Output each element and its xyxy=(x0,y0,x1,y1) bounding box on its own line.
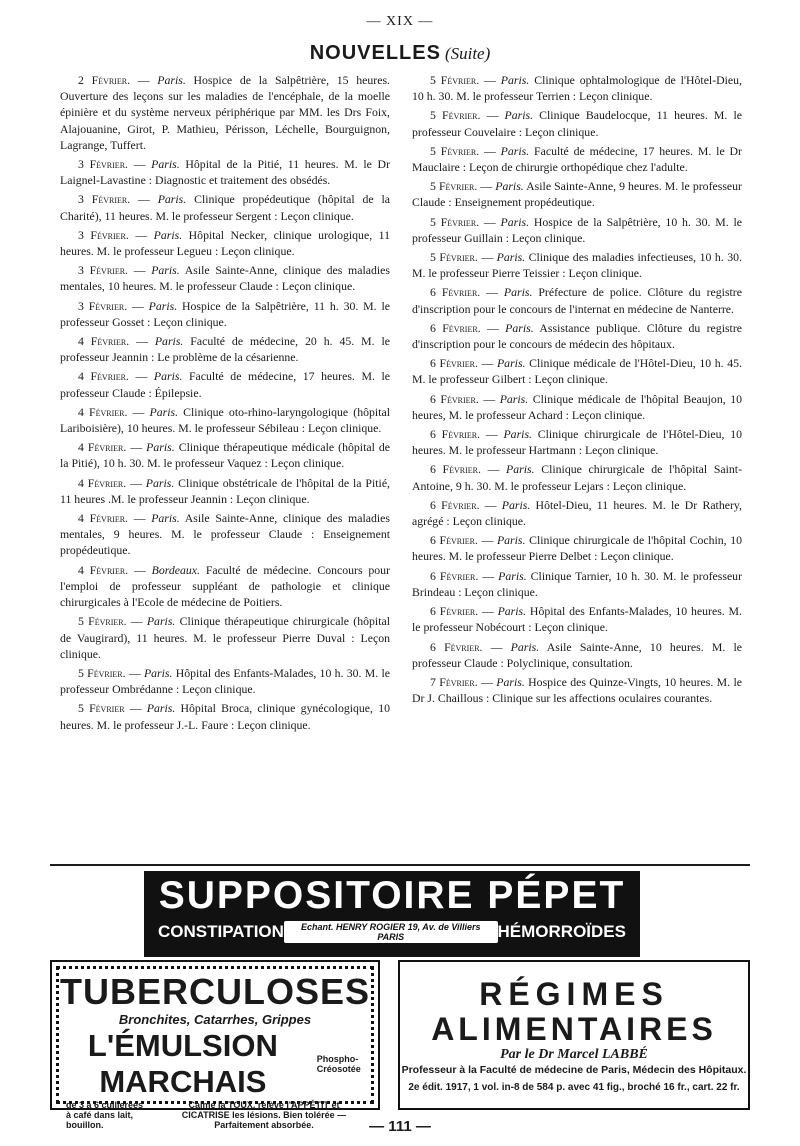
entry-date: 2 Février. xyxy=(78,73,131,87)
news-entry: 6 Février. — Paris. Clinique Tarnier, 10 h. 30. M. le professeur Brindeau : Leçon clinique. xyxy=(412,568,743,599)
news-entry: 4 Février. — Paris. Clinique obstétricale de l'hôpital de la Pitié, 11 heures .M. le professeur Jeannin : Leçon clinique. xyxy=(60,475,391,506)
entry-city: Paris. xyxy=(497,604,527,619)
entry-date: 4 Février. xyxy=(78,562,129,577)
entry-date: 3 Février. xyxy=(78,227,129,242)
entry-date: 5 Février. xyxy=(78,614,127,629)
news-entry: 6 Février. — Paris. Clinique médicale de l'Hôtel-Dieu, 10 h. 45. M. le professeur Gilbert : Leçon clinique. xyxy=(412,356,742,387)
entry-date: 6 Février. xyxy=(430,285,481,300)
ad-reg-line2: ALIMENTAIRES xyxy=(431,1011,717,1047)
entry-text: Hospice de la Salpêtrière, 11 h. 30. M. le professeur Gosset : Leçon clinique. xyxy=(60,298,390,329)
entry-date: 5 Février. xyxy=(430,250,478,265)
news-entry: 5 Février. — Paris. Hospice de la Salpêtrière, 10 h. 30. M. le professeur Guillain : Leçon clinique. xyxy=(412,214,742,245)
entry-date: 6 Février. xyxy=(430,427,481,442)
entry-city: Paris. xyxy=(500,143,530,158)
entry-date: 5 Février. xyxy=(430,73,480,87)
entry-city: Paris. xyxy=(500,214,530,229)
ad-tb-line3-wrap xyxy=(52,1028,378,1100)
entry-date: 7 Février. xyxy=(430,674,478,689)
ad-pepet-title: SUPPOSITOIRE PÉPET xyxy=(158,874,626,917)
ad-pepet-middle: Echant. HENRY ROGIER 19, Av. de Villiers PARIS xyxy=(284,921,498,943)
news-entry: 6 Février. — Paris. Clinique chirurgicale de l'hôpital Cochin, 10 heures. M. le professeur Pierre Delbet : Leçon clinique. xyxy=(412,533,743,564)
entry-date: 3 Février. xyxy=(78,157,128,172)
news-entry: 6 Février. — Paris. Asile Sainte-Anne, 10 heures. M. le professeur Claude : Polyclinique, consultation. xyxy=(412,639,742,670)
news-entry: 3 Février. — Paris. Hôpital de la Pitié, 11 heures. M. le Dr Laignel-Lavastine : Diagnostic et traitement des obsédés. xyxy=(60,157,391,188)
entry-date: 4 Février. xyxy=(78,369,129,384)
entry-text: Faculté de médecine. Concours pour l'emploi de professeur suppléant de pathologie et clinique chirurgicales à l'Ecole de médecine de Poitiers. xyxy=(60,562,391,610)
entry-date: 5 Février. xyxy=(78,665,126,680)
ad-tb-bottom-left: de 3 à 6 cuillerées à café dans lait, bouillon. xyxy=(66,1100,144,1130)
news-entry: 4 Février. — Paris. Clinique oto-rhino-laryngologique (hôpital Lariboisière), 10 heures. M. le professeur Sébileau : Leçon clinique. xyxy=(60,404,390,436)
entry-city: Paris. xyxy=(500,73,530,87)
ad-reg-line5: 2e édit. 1917, 1 vol. in-8 de 584 p. avec 41 fig., broché 16 fr., cart. 22 fr. xyxy=(408,1082,740,1093)
entry-date: 5 Février. xyxy=(430,214,480,229)
news-entry: 6 Février. — Paris. Assistance publique. Clôture du registre d'inscription pour le concours de médecin des hôpitaux. xyxy=(412,320,742,352)
entry-date: 3 Février. xyxy=(78,263,128,278)
entry-city: Paris. xyxy=(151,511,180,526)
news-entry: 5 Février. — Paris. Clinique thérapeutique chirurgicale (hôpital de Vaugirard), 11 heures. M. le professeur Pierre Duval : Leçon clinique. xyxy=(60,614,390,661)
news-entry: 7 Février. — Paris. Hospice des Quinze-Vingts, 10 heures. M. le Dr J. Chaillous : Clinique sur les affections oculaires courantes. xyxy=(412,674,743,706)
ad-reg-line3: Par le Dr Marcel LABBÉ xyxy=(500,1047,648,1062)
news-entry: 4 Février. — Paris. Faculté de médecine, 17 heures. M. le professeur Claude : Épilepsie. xyxy=(60,369,391,400)
entry-date: 6 Février. xyxy=(430,320,481,335)
entry-text: Clinique ophtalmologique de l'Hôtel-Dieu, 10 h. 30. M. le professeur Terrien : Leçon clinique. xyxy=(412,73,743,104)
entry-date: 4 Février. xyxy=(78,511,128,526)
entry-city: Paris. xyxy=(501,497,531,512)
news-entry: 3 Février. — Paris. Clinique propédeutique (hôpital de la Charité), 11 heures. M. le professeur Sergent : Leçon clinique. xyxy=(60,192,391,223)
entry-date: 6 Février. xyxy=(430,604,479,619)
heading-suite: (Suite) xyxy=(444,44,491,63)
news-entry: 6 Février. — Paris. Clinique médicale de l'hôpital Beaujon, 10 heures, M. le professeur Achard : Leçon clinique. xyxy=(412,391,742,422)
entry-date: 6 Février. xyxy=(430,462,481,477)
news-entry: 5 Février. — Paris. Clinique ophtalmologique de l'Hôtel-Dieu, 10 h. 30. M. le professeur Terrien : Leçon clinique. xyxy=(412,73,743,104)
entry-text: Hôpital de la Pitié, 11 heures. M. le Dr Laignel-Lavastine : Diagnostic et traitement des obsédés. xyxy=(60,157,391,188)
entry-date: 5 Février. xyxy=(430,108,481,123)
news-entry: 2 Février. — Paris. Hospice de la Salpêtrière, 15 heures. Ouverture des leçons sur les maladies de l'encéphale, de la moelle épinière et du système nerveux périphérique par MM. les Drs Foix, Alajouanine, Girot, P. Mathieu, Périsson, Léchelle, Bourguignon, Lagrange, Tuffert. xyxy=(60,73,390,152)
entry-text: Asile Sainte-Anne, clinique des maladies mentales, 10 heures. M. le professeur Claude : Leçon clinique. xyxy=(60,263,390,294)
entry-city: Paris. xyxy=(154,334,184,349)
news-entry: 4 Février. — Bordeaux. Faculté de médecine. Concours pour l'emploi de professeur suppléant de pathologie et clinique chirurgicales à l'Ecole de médecine de Poitiers. xyxy=(60,562,391,610)
entry-city: Paris. xyxy=(153,227,183,242)
ad-reg-line4: Professeur à la Faculté de médecine de Paris, Médecin des Hôpitaux. xyxy=(401,1064,747,1076)
entry-date: 5 Février xyxy=(78,701,125,716)
entry-date: 3 Février. xyxy=(78,298,128,313)
news-entry: 4 Février. — Paris. Faculté de médecine, 20 h. 45. M. le professeur Jeannin : Le problème de la césarienne. xyxy=(60,334,391,365)
news-entry: 6 Février. — Paris. Clinique chirurgicale de l'Hôtel-Dieu, 10 heures. M. le professeur Hartmann : Leçon clinique. xyxy=(412,427,743,458)
entry-date: 6 Février. xyxy=(430,356,478,371)
ad-tb-line2: Bronchites, Catarrhes, Grippes xyxy=(118,1012,312,1027)
entry-text: Hôpital Necker, clinique urologique, 11 heures. M. le professeur Legueu : Leçon clinique. xyxy=(60,227,391,259)
ad-pepet-right: HÉMORROÏDES xyxy=(497,922,626,941)
entry-text: Faculté de médecine, 20 h. 45. M. le professeur Jeannin : Le problème de la césarienne. xyxy=(60,334,391,365)
news-entry: 4 Février. — Paris. Clinique thérapeutique médicale (hôpital de la Pitié), 10 h. 30. M. le professeur Vaquez : Leçon clinique. xyxy=(60,440,391,471)
entry-city: Paris. xyxy=(496,250,526,265)
entry-date: 5 Février. xyxy=(430,143,480,158)
entry-city: Paris. xyxy=(495,179,524,194)
entry-city: Paris. xyxy=(153,369,183,384)
entry-text: Clinique Baudelocque, 11 heures. M. le professeur Couvelaire : Leçon clinique. xyxy=(412,108,743,139)
entry-city: Paris. xyxy=(506,462,535,477)
entry-text: Hôpital Broca, clinique gynécologique, 10 heures. M. le professeur J.-L. Faure : Leçon clinique. xyxy=(60,701,390,732)
separator-rule xyxy=(50,864,750,866)
entry-text: Faculté de médecine, 17 heures. M. le Dr Mauclaire : Leçon de chirurgie orthopédique chez l'adulte. xyxy=(412,143,742,175)
entry-text: Clinique médicale de l'Hôtel-Dieu, 10 h. 45. M. le professeur Gilbert : Leçon clinique. xyxy=(412,356,742,387)
entry-city: Paris. xyxy=(157,73,186,87)
entry-city: Paris. xyxy=(146,614,176,629)
news-entry: 6 Février. — Paris. Hôpital des Enfants-Malades, 10 heures. M. le professeur Nobécourt : Leçon clinique. xyxy=(412,604,742,635)
ad-tuberculoses xyxy=(50,960,380,1130)
entry-text: Préfecture de police. Clôture du registre d'inscription pour le concours de l'internat en médecine de Nanterre. xyxy=(412,285,742,316)
entry-city: Paris. xyxy=(143,665,173,680)
entry-text: Asile Sainte-Anne, 10 heures. M. le professeur Claude : Polyclinique, consultation. xyxy=(412,639,742,670)
entry-city: Paris. xyxy=(146,440,175,455)
news-entry: 5 Février. — Paris. Faculté de médecine, 17 heures. M. le Dr Mauclaire : Leçon de chirurgie orthopédique chez l'adulte. xyxy=(412,143,742,175)
section-heading xyxy=(0,42,800,65)
entry-text: Clinique Tarnier, 10 h. 30. M. le professeur Brindeau : Leçon clinique. xyxy=(412,568,743,599)
ad-tb-line1: TUBERCULOSES xyxy=(59,971,371,1012)
page-label-top: — XIX — xyxy=(366,14,434,29)
entry-city: Paris. xyxy=(503,427,532,442)
entry-city: Paris. xyxy=(496,356,526,371)
entry-text: Hôpital des Enfants-Malades, 10 h. 30. M. le professeur Ombrédanne : Leçon clinique. xyxy=(60,665,390,697)
entry-text: Assistance publique. Clôture du registre d'inscription pour le concours de médecin des hôpitaux. xyxy=(412,320,742,352)
entry-text: Clinique obstétricale de l'hôpital de la Pitié, 11 heures .M. le professeur Jeannin : Leçon clinique. xyxy=(60,475,391,506)
entry-text: Clinique propédeutique (hôpital de la Charité), 11 heures. M. le professeur Sergent : Leçon clinique. xyxy=(60,192,391,223)
entry-text: Clinique chirurgicale de l'Hôtel-Dieu, 10 heures. M. le professeur Hartmann : Leçon clinique. xyxy=(412,427,743,458)
left-column xyxy=(60,72,390,736)
entry-text: Clinique thérapeutique chirurgicale (hôpital de Vaugirard), 11 heures. M. le professeur Pierre Duval : Leçon clinique. xyxy=(60,614,390,661)
entry-date: 3 Février. xyxy=(78,192,131,207)
news-entry: 5 Février — Paris. Hôpital Broca, clinique gynécologique, 10 heures. M. le professeur J.-L. Faure : Leçon clinique. xyxy=(60,701,390,732)
entry-date: 4 Février. xyxy=(78,404,128,419)
entry-text: Clinique chirurgicale de l'hôpital Saint-Antoine, 9 h. 30. M. le professeur Lejars : Leçon clinique. xyxy=(412,462,743,493)
entry-text: Hospice de la Salpêtrière, 15 heures. Ouverture des leçons sur les maladies de l'encéphale, de la moelle épinière et du système nerveux périphérique par MM. les Drs Foix, Alajouanine, Girot, P. Mathieu, Périsson, Léchelle, Bourguignon, Lagrange, Tuffert. xyxy=(60,73,390,152)
entry-date: 6 Février. xyxy=(430,568,479,583)
ad-tb-line3-side: Phospho-Créosotée xyxy=(316,1054,361,1074)
entry-text: Clinique médicale de l'hôpital Beaujon, 10 heures, M. le professeur Achard : Leçon clinique. xyxy=(412,391,742,422)
entry-city: Paris. xyxy=(496,533,526,548)
news-entry: 3 Février. — Paris. Asile Sainte-Anne, clinique des maladies mentales, 10 heures. M. le professeur Claude : Leçon clinique. xyxy=(60,263,390,294)
entry-date: 6 Février. xyxy=(430,391,479,406)
entry-text: Hospice des Quinze-Vingts, 10 heures. M. le Dr J. Chaillous : Clinique sur les affections oculaires courantes. xyxy=(412,674,743,706)
entry-city: Paris. xyxy=(499,391,529,406)
entry-city: Paris. xyxy=(504,108,534,123)
entry-date: 6 Février. xyxy=(430,639,483,654)
news-entry: 6 Février. — Paris. Hôtel-Dieu, 11 heures. M. le Dr Rathery, agrégé : Leçon clinique. xyxy=(412,497,742,529)
entry-text: Asile Sainte-Anne, 9 heures. M. le professeur Claude : Enseignement propédeutique. xyxy=(412,179,742,210)
entry-text: Hospice de la Salpêtrière, 10 h. 30. M. le professeur Guillain : Leçon clinique. xyxy=(412,214,742,245)
entry-text: Hôpital des Enfants-Malades, 10 heures. M. le professeur Nobécourt : Leçon clinique. xyxy=(412,604,742,635)
ad-tb-bottom-middle: Calme la TOUX, relève l'APPÉTIT et CICATRISE les lésions. Bien tolérée — Parfaitement absorbée. xyxy=(181,1100,347,1130)
ad-pepet-left: CONSTIPATION xyxy=(158,922,284,941)
entry-text: Clinique des maladies infectieuses, 10 h. 30. M. le professeur Pierre Teissier : Leçon clinique. xyxy=(412,250,742,281)
entry-city: Paris. xyxy=(498,568,527,583)
entry-text: Hôtel-Dieu, 11 heures. M. le Dr Rathery, agrégé : Leçon clinique. xyxy=(412,497,742,529)
news-entry: 5 Février. — Paris. Clinique des maladies infectieuses, 10 h. 30. M. le professeur Pierre Teissier : Leçon clinique. xyxy=(412,250,742,281)
entry-date: 4 Février. xyxy=(78,334,130,349)
entry-text: Clinique thérapeutique médicale (hôpital de la Pitié), 10 h. 30. M. le professeur Vaquez : Leçon clinique. xyxy=(60,440,391,471)
ad-reg-line1: RÉGIMES xyxy=(479,976,669,1012)
entry-text: Clinique oto-rhino-laryngologique (hôpital Lariboisière), 10 heures. M. le professeur Sébileau : Leçon clinique. xyxy=(60,404,390,436)
news-entry: 4 Février. — Paris. Asile Sainte-Anne, clinique des maladies mentales, 9 heures. M. le professeur Claude : Enseignement propédeutique. xyxy=(60,511,390,558)
entry-city: Paris. xyxy=(503,285,533,300)
entry-text: Faculté de médecine, 17 heures. M. le professeur Claude : Épilepsie. xyxy=(60,369,391,400)
entry-city: Bordeaux. xyxy=(151,562,200,577)
entry-city: Paris. xyxy=(510,639,540,654)
entry-date: 6 Février. xyxy=(430,533,478,548)
right-column xyxy=(412,72,742,709)
entry-city: Paris. xyxy=(148,298,178,313)
ad-regimes-alimentaires xyxy=(398,960,750,1110)
news-entry: 5 Février. — Paris. Hôpital des Enfants-Malades, 10 h. 30. M. le professeur Ombrédanne : Leçon clinique. xyxy=(60,665,390,697)
entry-city: Paris. xyxy=(151,263,180,278)
news-entry: 6 Février. — Paris. Préfecture de police. Clôture du registre d'inscription pour le concours de l'internat en médecine de Nanterre. xyxy=(412,285,742,316)
news-entry: 3 Février. — Paris. Hospice de la Salpêtrière, 11 h. 30. M. le professeur Gosset : Leçon clinique. xyxy=(60,298,390,329)
ad-tb-line3: L'ÉMULSION MARCHAIS xyxy=(87,1028,278,1099)
entry-date: 4 Février. xyxy=(78,475,127,490)
entry-date: 4 Février. xyxy=(78,440,127,455)
entry-city: Paris. xyxy=(149,404,179,419)
entry-city: Paris. xyxy=(151,157,180,172)
heading-title: NOUVELLES xyxy=(309,42,441,64)
entry-city: Paris. xyxy=(146,701,176,716)
entry-text: Clinique chirurgicale de l'hôpital Cochin, 10 heures. M. le professeur Pierre Delbet : Leçon clinique. xyxy=(412,533,743,564)
entry-city: Paris. xyxy=(496,674,525,689)
entry-city: Paris. xyxy=(145,475,175,490)
entry-city: Paris. xyxy=(505,320,534,335)
page-number-bottom: — 111 — xyxy=(369,1118,431,1135)
news-entry: 6 Février. — Paris. Clinique chirurgicale de l'hôpital Saint-Antoine, 9 h. 30. M. le professeur Lejars : Leçon clinique. xyxy=(412,462,743,493)
news-entry: 3 Février. — Paris. Hôpital Necker, clinique urologique, 11 heures. M. le professeur Legueu : Leçon clinique. xyxy=(60,227,391,259)
entry-date: 6 Février. xyxy=(430,497,480,512)
entry-city: Paris. xyxy=(157,192,187,207)
news-entry: 5 Février. — Paris. Asile Sainte-Anne, 9 heures. M. le professeur Claude : Enseignement propédeutique. xyxy=(412,179,742,210)
entry-date: 5 Février. xyxy=(430,179,478,194)
news-entry: 5 Février. — Paris. Clinique Baudelocque, 11 heures. M. le professeur Couvelaire : Leçon clinique. xyxy=(412,108,743,139)
entry-text: Asile Sainte-Anne, clinique des maladies mentales, 9 heures. M. le professeur Claude : Enseignement propédeutique. xyxy=(60,511,390,558)
ad-suppositoire-pepet xyxy=(144,871,640,957)
